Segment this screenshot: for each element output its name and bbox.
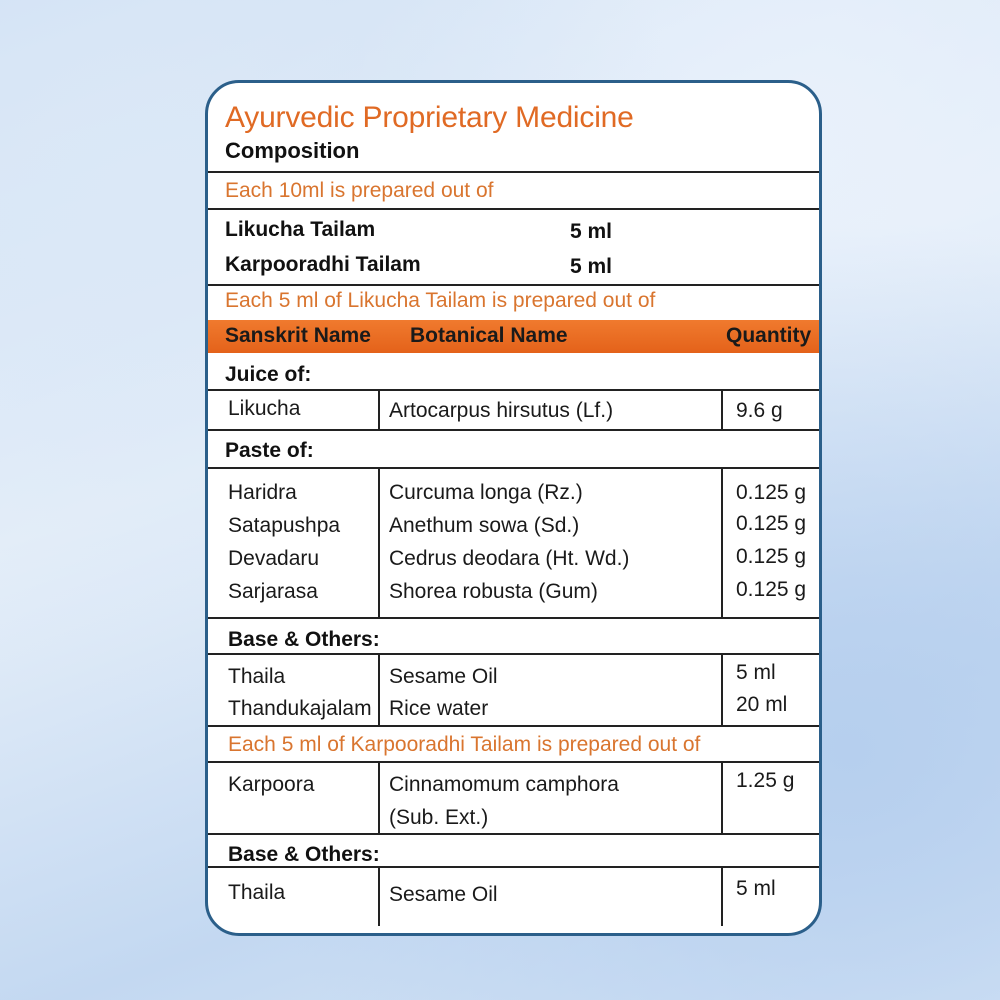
section-label-base: Base & Others:: [228, 843, 380, 866]
cell-sanskrit: Devadaru: [228, 547, 320, 570]
divider: [208, 866, 819, 868]
column-divider: [378, 653, 380, 725]
divider: [208, 389, 819, 391]
divider: [208, 429, 819, 431]
cell-quantity: 0.125 g: [736, 512, 807, 535]
each-10ml-heading: Each 10ml is prepared out of: [225, 179, 494, 202]
divider: [208, 833, 819, 835]
formula-qty: 5 ml: [570, 220, 613, 243]
cell-sanskrit: Thandukajalam: [228, 697, 372, 720]
product-title: Ayurvedic Proprietary Medicine: [225, 101, 634, 134]
cell-botanical: Cedrus deodara (Ht. Wd.): [389, 547, 630, 570]
cell-quantity: 5 ml: [736, 661, 776, 684]
composition-heading: Composition: [225, 138, 360, 163]
section-label-paste: Paste of:: [225, 439, 314, 462]
table-header-bar: [208, 320, 819, 353]
likucha-heading: Each 5 ml of Likucha Tailam is prepared out of: [225, 289, 656, 312]
cell-botanical: Sesame Oil: [389, 883, 498, 906]
column-divider: [721, 761, 723, 833]
cell-sanskrit: Sarjarasa: [228, 580, 318, 603]
divider: [208, 171, 819, 173]
column-divider: [378, 866, 380, 926]
divider: [208, 467, 819, 469]
label-card: [205, 80, 822, 936]
divider: [208, 761, 819, 763]
cell-botanical: Anethum sowa (Sd.): [389, 514, 580, 537]
cell-quantity: 20 ml: [736, 693, 788, 716]
cell-quantity: 5 ml: [736, 877, 776, 900]
cell-sanskrit: Haridra: [228, 481, 297, 504]
section-label-juice: Juice of:: [225, 363, 312, 386]
formula-name: Karpooradhi Tailam: [225, 253, 421, 276]
column-divider: [378, 467, 380, 617]
cell-sanskrit: Thaila: [228, 665, 286, 688]
cell-quantity: 0.125 g: [736, 545, 807, 568]
cell-quantity: 0.125 g: [736, 481, 807, 504]
cell-botanical: Cinnamomum camphora: [389, 773, 619, 796]
cell-quantity: 9.6 g: [736, 399, 783, 422]
column-divider: [721, 467, 723, 617]
section-label-base: Base & Others:: [228, 628, 380, 651]
formula-name: Likucha Tailam: [225, 218, 376, 241]
divider: [208, 653, 819, 655]
cell-sanskrit: Karpoora: [228, 773, 315, 796]
cell-botanical: Curcuma longa (Rz.): [389, 481, 583, 504]
cell-botanical: Artocarpus hirsutus (Lf.): [389, 399, 614, 422]
cell-quantity: 0.125 g: [736, 578, 807, 601]
cell-quantity: 1.25 g: [736, 769, 795, 792]
col-header-sanskrit: Sanskrit Name: [225, 324, 371, 347]
column-divider: [721, 389, 723, 429]
col-header-quantity: Quantity: [726, 324, 812, 347]
column-divider: [721, 866, 723, 926]
cell-sanskrit: Satapushpa: [228, 514, 341, 537]
column-divider: [378, 761, 380, 833]
col-header-botanical: Botanical Name: [410, 324, 568, 347]
divider: [208, 725, 819, 727]
cell-sanskrit: Thaila: [228, 881, 286, 904]
column-divider: [721, 653, 723, 725]
cell-sanskrit: Likucha: [228, 397, 301, 420]
divider: [208, 208, 819, 210]
divider: [208, 284, 819, 286]
cell-botanical-cont: (Sub. Ext.): [389, 806, 489, 829]
cell-botanical: Sesame Oil: [389, 665, 498, 688]
column-divider: [378, 389, 380, 429]
karpooradhi-heading: Each 5 ml of Karpooradhi Tailam is prepared out of: [228, 733, 701, 756]
divider: [208, 617, 819, 619]
formula-qty: 5 ml: [570, 255, 613, 278]
cell-botanical: Rice water: [389, 697, 489, 720]
cell-botanical: Shorea robusta (Gum): [389, 580, 598, 603]
